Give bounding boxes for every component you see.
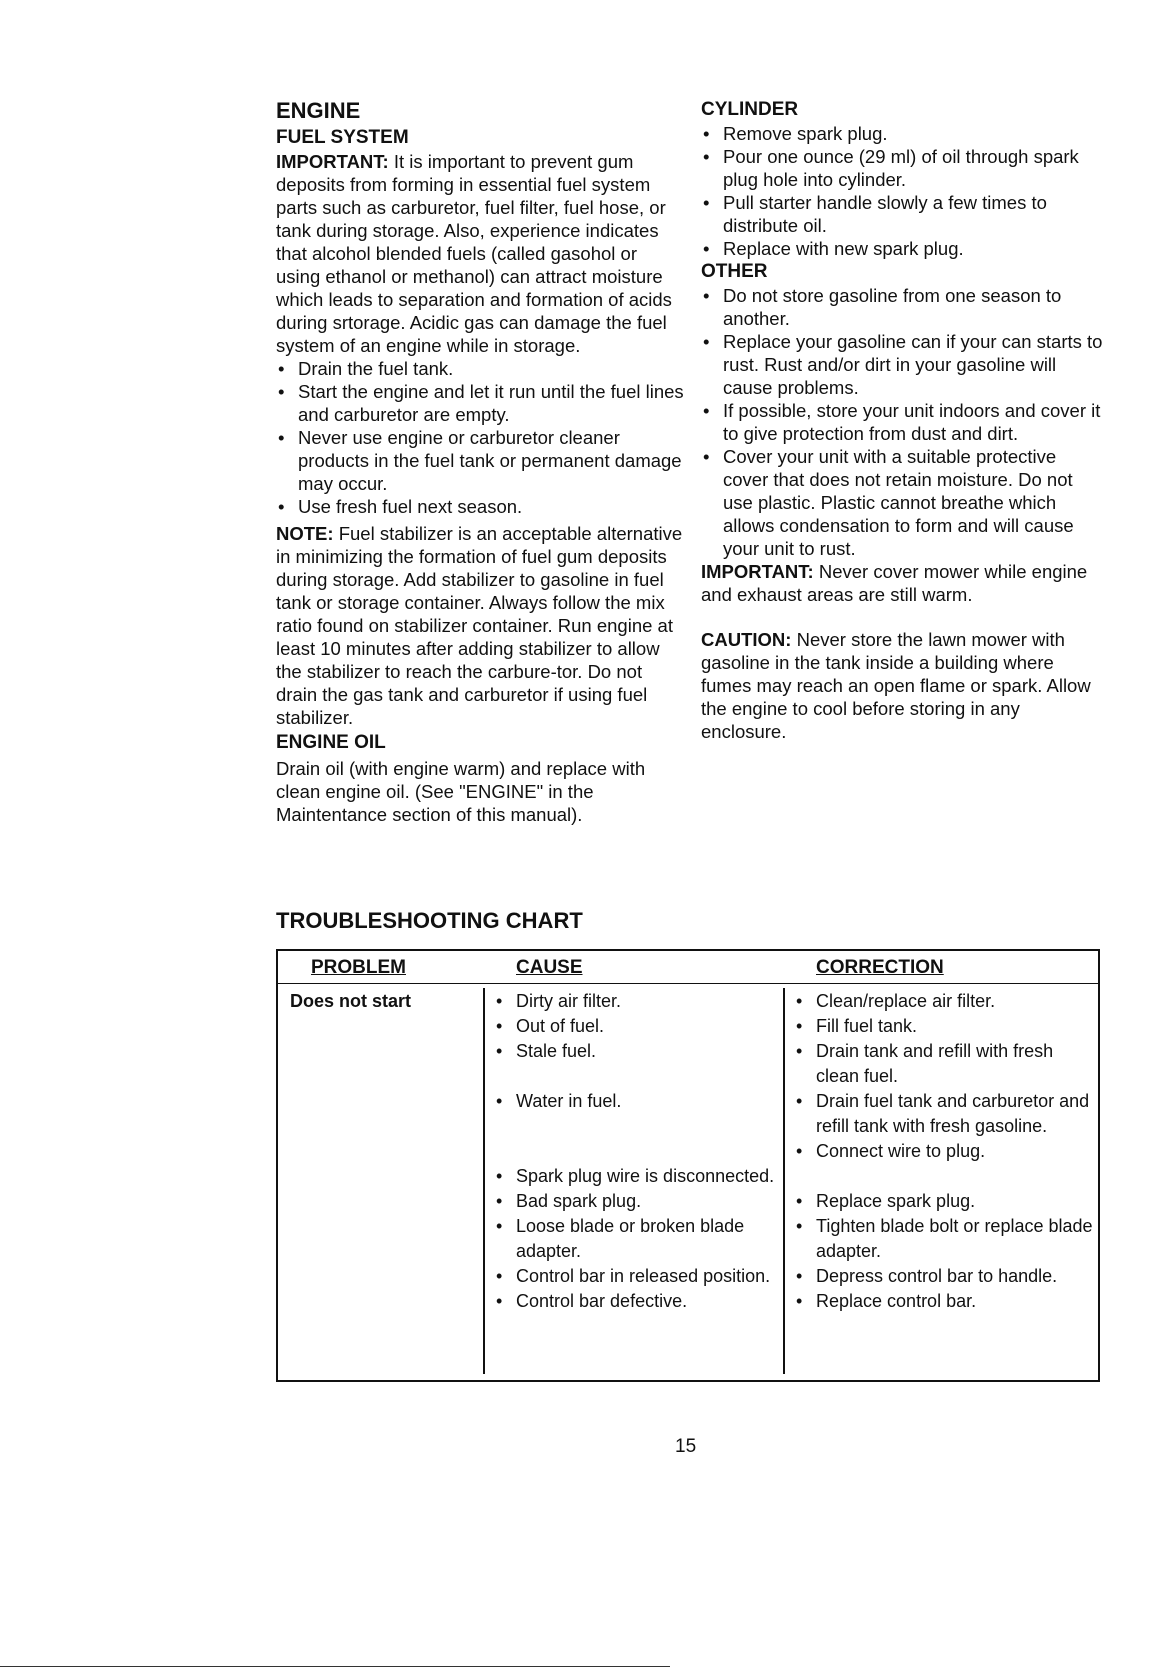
correction-item: • Replace spark plug.	[794, 1189, 1094, 1214]
header-problem: PROBLEM	[311, 957, 406, 978]
correction-item: • Connect wire to plug.	[794, 1139, 1094, 1164]
fuel-system-title: FUEL SYSTEM	[276, 127, 409, 148]
right-column	[701, 98, 1106, 743]
cause-item: • Bad spark plug.	[494, 1189, 779, 1214]
fuel-bullet: • Use fresh fuel next season.	[276, 495, 686, 518]
troubleshooting-table	[276, 949, 1100, 1382]
cylinder-bullet: • Remove spark plug.	[701, 122, 1106, 145]
correction-item: • Depress control bar to handle.	[794, 1264, 1094, 1289]
fuel-bullet: • Never use engine or carburetor cleaner products in the fuel tank or permanent damage may occur.	[276, 426, 686, 495]
note-paragraph	[276, 522, 686, 729]
important-label: IMPORTANT:	[701, 561, 814, 582]
important-text: It is important to prevent gum deposits from forming in essential fuel system parts such as carburetor, fuel filter, fuel hose, or tank during storage. Also, experience indicates that alcohol blended fuels (called gasohol or using ethanol or methanol) can attract moisture which leads to separation and formation of acids during srtorage. Acidic gas can damage the fuel system of an engine while in storage.	[276, 151, 672, 356]
fuel-bullet: • Drain the fuel tank.	[276, 357, 686, 380]
column-divider	[783, 988, 785, 1374]
fuel-bullet-list	[276, 357, 686, 518]
correction-list	[794, 989, 1094, 1314]
fuel-important-paragraph	[276, 150, 686, 357]
header-divider	[278, 983, 1098, 984]
engine-oil-title: ENGINE OIL	[276, 732, 386, 753]
cause-item: • Water in fuel.	[494, 1089, 779, 1114]
important-text: Never cover mower while engine and exhaust areas are still warm.	[701, 561, 1088, 605]
fuel-bullet: • Start the engine and let it run until the fuel lines and carburetor are empty.	[276, 380, 686, 426]
caution-text: Never store the lawn mower with gasoline in the tank inside a building where fumes may reach an open flame or spark. Allow the engine to cool before storing in any enclosure.	[701, 629, 1091, 742]
troubleshooting-title: TROUBLESHOOTING CHART	[276, 908, 583, 933]
header-correction: CORRECTION	[816, 957, 944, 978]
cause-item: • Control bar defective.	[494, 1289, 779, 1314]
correction-item: • Replace control bar.	[794, 1289, 1094, 1314]
correction-item: • Clean/replace air filter.	[794, 989, 1094, 1014]
correction-item: • Drain fuel tank and carburetor and refill tank with fresh gasoline.	[794, 1089, 1094, 1139]
cylinder-bullet: • Pull starter handle slowly a few times to distribute oil.	[701, 191, 1106, 237]
note-text: Fuel stabilizer is an acceptable alternative in minimizing the formation of fuel gum deposits during storage. Add stabilizer to gasoline in fuel tank or storage container. Always follow the mix ratio found on stabilizer container. Run engine at least 10 minutes after adding stabilizer to allow the stabilizer to reach the carbure-tor. Do not drain the gas tank and carburetor if using fuel stabilizer.	[276, 523, 683, 728]
correction-item: • Tighten blade bolt or replace blade adapter.	[794, 1214, 1094, 1264]
note-label: NOTE:	[276, 523, 334, 544]
cylinder-bullet: • Replace with new spark plug.	[701, 237, 1106, 260]
other-bullet: • If possible, store your unit indoors and cover it to give protection from dust and dirt.	[701, 399, 1106, 445]
header-cause: CAUSE	[516, 957, 583, 978]
cause-list	[494, 989, 779, 1314]
cylinder-title: CYLINDER	[701, 99, 799, 120]
spacer	[701, 606, 1106, 628]
cause-item: • Spark plug wire is disconnected.	[494, 1164, 779, 1189]
other-bullet: • Cover your unit with a suitable protective cover that does not retain moisture. Do not use plastic. Plastic cannot breathe which allows condensation to form and will cause your unit to rust.	[701, 445, 1106, 560]
left-column	[276, 98, 686, 826]
correction-item: • Fill fuel tank.	[794, 1014, 1094, 1039]
cause-item: • Stale fuel.	[494, 1039, 779, 1064]
important-label: IMPORTANT:	[276, 151, 389, 172]
cause-item: • Control bar in released position.	[494, 1264, 779, 1289]
caution-label: CAUTION:	[701, 629, 792, 650]
cause-item: • Dirty air filter.	[494, 989, 779, 1014]
engine-title: ENGINE	[276, 98, 361, 123]
cylinder-bullet: • Pour one ounce (29 ml) of oil through spark plug hole into cylinder.	[701, 145, 1106, 191]
correction-item: • Drain tank and refill with fresh clean fuel.	[794, 1039, 1094, 1089]
other-bullet: • Do not store gasoline from one season to another.	[701, 284, 1106, 330]
other-bullet-list	[701, 284, 1106, 560]
bottom-rule	[0, 1666, 670, 1667]
column-divider	[483, 988, 485, 1374]
other-title: OTHER	[701, 261, 768, 282]
caution-paragraph	[701, 628, 1106, 743]
cause-item: • Loose blade or broken blade adapter.	[494, 1214, 779, 1264]
cause-item: • Out of fuel.	[494, 1014, 779, 1039]
warm-important-paragraph	[701, 560, 1106, 606]
cylinder-bullet-list	[701, 122, 1106, 260]
engine-oil-text: Drain oil (with engine warm) and replace with clean engine oil. (See "ENGINE" in the Maintentance section of this manual).	[276, 758, 646, 825]
problem-cell: Does not start	[290, 991, 412, 1011]
other-bullet: • Replace your gasoline can if your can starts to rust. Rust and/or dirt in your gasoline will cause problems.	[701, 330, 1106, 399]
page-number: 15	[675, 1436, 697, 1457]
